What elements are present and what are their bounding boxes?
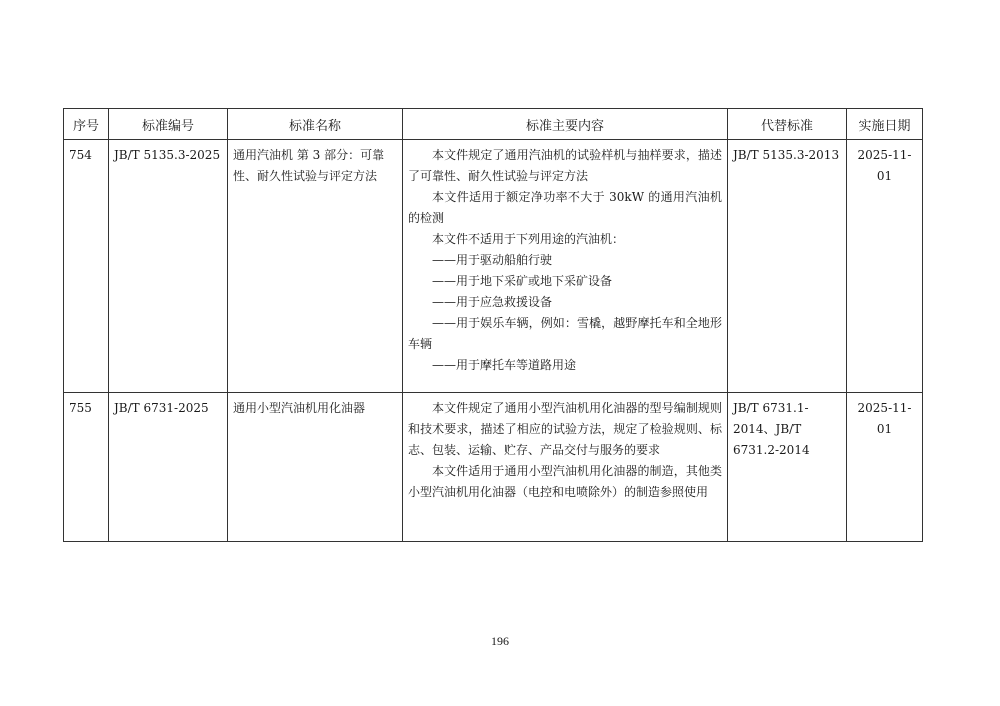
header-effective-date: 实施日期 [847,109,923,140]
header-standard-code: 标准编号 [109,109,228,140]
cell-standard-code: JB/T 5135.3-2025 [109,140,228,393]
header-replaced-standard: 代替标准 [728,109,847,140]
cell-serial-number: 755 [64,393,109,542]
cell-standard-name: 通用汽油机 第 3 部分：可靠性、耐久性试验与评定方法 [228,140,403,393]
cell-serial-number: 754 [64,140,109,393]
standards-table [63,108,923,542]
content-list-item: ——用于娱乐车辆，例如：雪橇，越野摩托车和全地形车辆 [408,316,722,351]
header-standard-name: 标准名称 [228,109,403,140]
content-paragraph: 本文件规定了通用汽油机的试验样机与抽样要求，描述了可靠性、耐久性试验与评定方法 [408,148,722,183]
content-list-item: ——用于驱动船舶行驶 [432,253,553,267]
content-paragraph: 本文件适用于通用小型汽油机用化油器的制造，其他类小型汽油机用化油器（电控和电喷除外）的制造参照使用 [408,464,722,499]
table-row [64,393,923,542]
cell-effective-date: 2025-11-01 [847,393,923,542]
content-paragraph: 本文件适用于额定净功率不大于 30kW 的通用汽油机的检测 [408,190,722,225]
cell-replaced-standard: JB/T 6731.1-2014、JB/T 6731.2-2014 [728,393,847,542]
content-list-item: ——用于摩托车等道路用途 [432,358,577,372]
cell-standard-code: JB/T 6731-2025 [109,393,228,542]
table-row [64,140,923,393]
cell-effective-date: 2025-11-01 [847,140,923,393]
cell-standard-name: 通用小型汽油机用化油器 [228,393,403,542]
cell-main-content [403,393,728,542]
cell-main-content [403,140,728,393]
header-serial-number: 序号 [64,109,109,140]
header-main-content: 标准主要内容 [403,109,728,140]
content-paragraph: 本文件不适用于下列用途的汽油机： [432,232,625,246]
page-number: 196 [491,634,509,648]
table-header-row [64,109,923,140]
cell-replaced-standard: JB/T 5135.3-2013 [728,140,847,393]
content-list-item: ——用于应急救援设备 [432,295,553,309]
content-paragraph: 本文件规定了通用小型汽油机用化油器的型号编制规则和技术要求，描述了相应的试验方法，规定了检验规则、标志、包装、运输、贮存、产品交付与服务的要求 [408,401,722,457]
content-list-item: ——用于地下采矿或地下采矿设备 [432,274,613,288]
